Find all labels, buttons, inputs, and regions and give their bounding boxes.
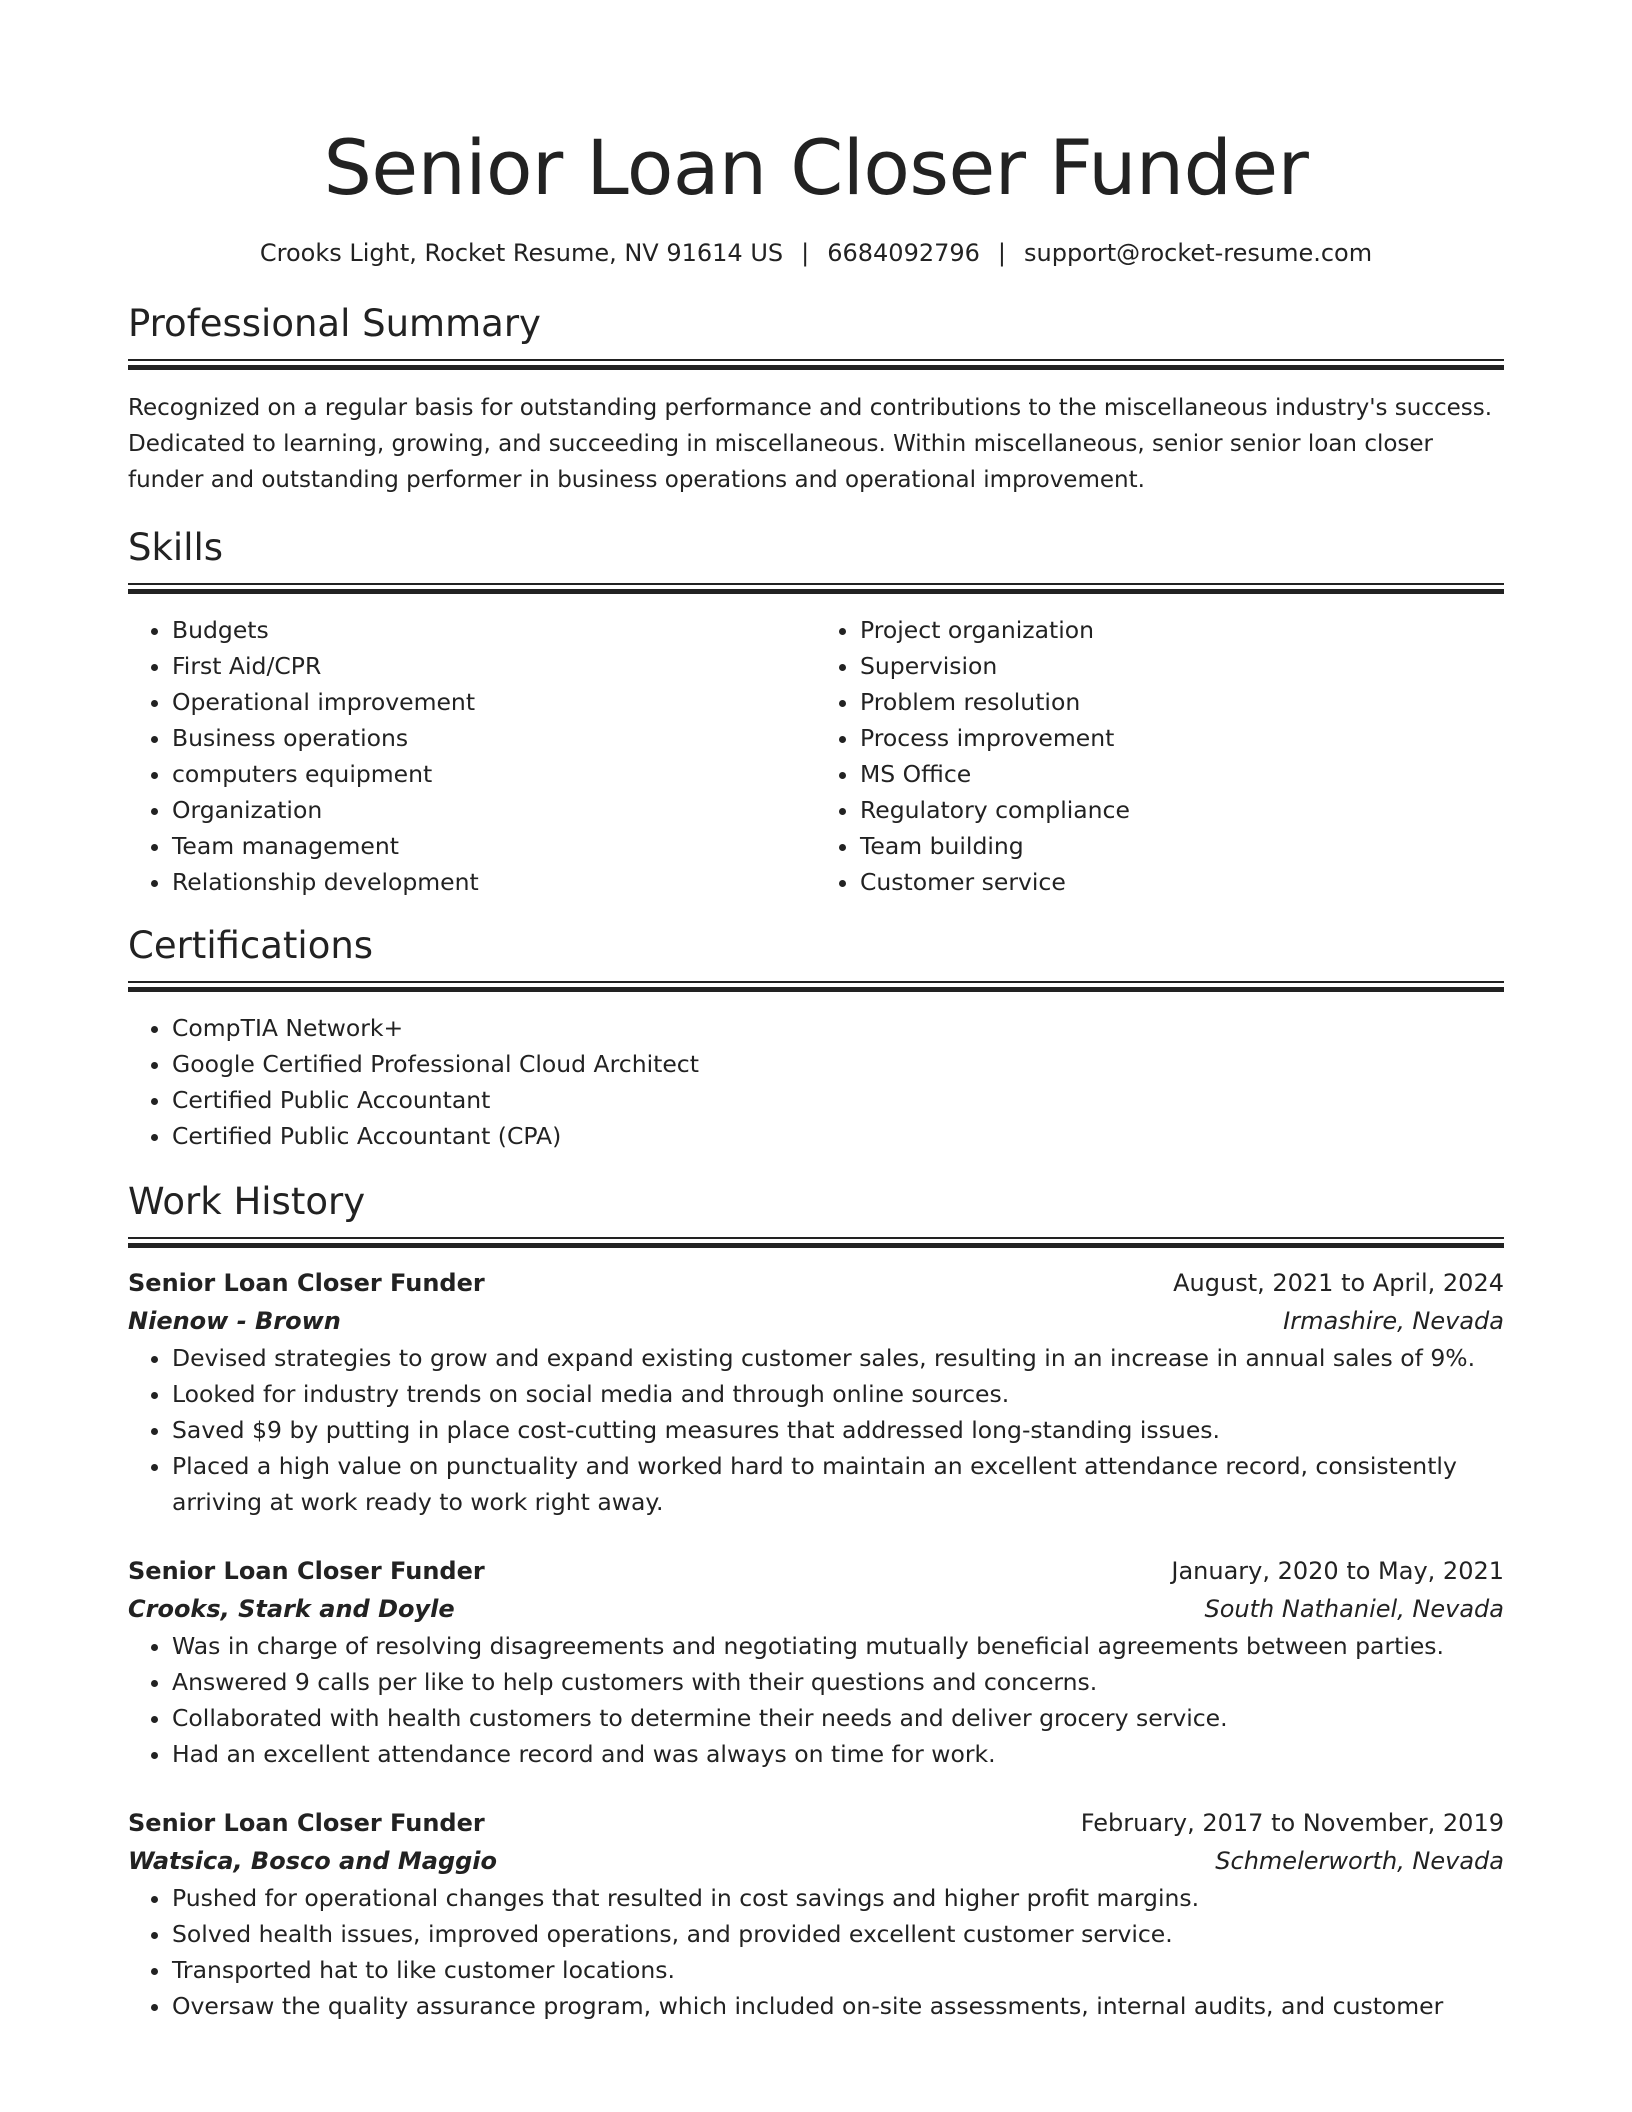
skill-item: • Organization bbox=[172, 792, 816, 828]
job-bullet: • Looked for industry trends on social media and through online sources. bbox=[172, 1376, 1504, 1412]
section-title-summary: Professional Summary bbox=[128, 302, 541, 345]
skill-item: • Team management bbox=[172, 828, 816, 864]
certification-item: • Certified Public Accountant (CPA) bbox=[172, 1118, 1504, 1154]
job-bullet: • Was in charge of resolving disagreements and negotiating mutually beneficial agreements between parties. bbox=[172, 1628, 1504, 1664]
section-divider bbox=[128, 583, 1504, 596]
job-entry bbox=[128, 1804, 1504, 2024]
skill-item: • MS Office bbox=[860, 756, 1504, 792]
job-subheader bbox=[128, 1842, 1504, 1880]
skill-item: • Relationship development bbox=[172, 864, 816, 900]
job-dates: August, 2021 to April, 2024 bbox=[1173, 1269, 1504, 1297]
skill-item: • Customer service bbox=[860, 864, 1504, 900]
skill-item: • First Aid/CPR bbox=[172, 648, 816, 684]
section-divider bbox=[128, 1237, 1504, 1250]
job-bullet: • Collaborated with health customers to determine their needs and deliver grocery service. bbox=[172, 1700, 1504, 1736]
skills-section bbox=[128, 524, 1504, 900]
job-dates: January, 2020 to May, 2021 bbox=[1171, 1557, 1504, 1585]
job-bullet: • Transported hat to like customer locations. bbox=[172, 1952, 1504, 1988]
section-title-skills: Skills bbox=[128, 526, 224, 569]
job-bullets bbox=[128, 1628, 1504, 1772]
skill-item: • Budgets bbox=[172, 612, 816, 648]
section-divider bbox=[128, 359, 1504, 372]
job-bullet: • Solved health issues, improved operations, and provided excellent customer service. bbox=[172, 1916, 1504, 1952]
certifications-section bbox=[128, 922, 1504, 1154]
job-entry bbox=[128, 1552, 1504, 1772]
job-bullets bbox=[128, 1880, 1504, 2024]
skills-list-left bbox=[128, 612, 816, 900]
contact-phone: 6684092796 bbox=[827, 239, 980, 267]
section-divider bbox=[128, 981, 1504, 994]
skills-list-right bbox=[816, 612, 1504, 900]
job-bullet: • Had an excellent attendance record and was always on time for work. bbox=[172, 1736, 1504, 1772]
contact-separator: | bbox=[997, 239, 1007, 267]
certification-item: • Google Certified Professional Cloud Architect bbox=[172, 1046, 1504, 1082]
summary-section bbox=[128, 300, 1504, 498]
job-company: Watsica, Bosco and Maggio bbox=[128, 1847, 498, 1875]
certification-item: • CompTIA Network+ bbox=[172, 1010, 1504, 1046]
skill-item: • Team building bbox=[860, 828, 1504, 864]
job-title: Senior Loan Closer Funder bbox=[128, 1557, 485, 1585]
job-bullet: • Saved $9 by putting in place cost-cutting measures that addressed long-standing issues. bbox=[172, 1412, 1504, 1448]
skill-item: • computers equipment bbox=[172, 756, 816, 792]
skill-item: • Supervision bbox=[860, 648, 1504, 684]
job-location: Schmelerworth, Nevada bbox=[1215, 1847, 1504, 1875]
job-header bbox=[128, 1804, 1504, 1842]
skill-item: • Problem resolution bbox=[860, 684, 1504, 720]
skill-item: • Regulatory compliance bbox=[860, 792, 1504, 828]
skills-grid bbox=[128, 612, 1504, 900]
contact-line bbox=[128, 236, 1504, 270]
skill-item: • Project organization bbox=[860, 612, 1504, 648]
section-title-certifications: Certifications bbox=[128, 924, 374, 967]
resume-page bbox=[128, 0, 1504, 2024]
contact-separator: | bbox=[801, 239, 810, 267]
job-location: Irmashire, Nevada bbox=[1283, 1307, 1504, 1335]
job-entry bbox=[128, 1264, 1504, 1520]
job-bullets bbox=[128, 1340, 1504, 1520]
job-company: Nienow - Brown bbox=[128, 1307, 341, 1335]
job-bullet: • Answered 9 calls per like to help customers with their questions and concerns. bbox=[172, 1664, 1504, 1700]
contact-email: support@rocket-resume.com bbox=[1024, 239, 1373, 267]
job-bullet: • Devised strategies to grow and expand existing customer sales, resulting in an increase in annual sales of 9%. bbox=[172, 1340, 1504, 1376]
work-history-section bbox=[128, 1178, 1504, 2024]
skill-item: • Business operations bbox=[172, 720, 816, 756]
job-title: Senior Loan Closer Funder bbox=[128, 1809, 485, 1837]
job-title: Senior Loan Closer Funder bbox=[128, 1269, 485, 1297]
skill-item: • Operational improvement bbox=[172, 684, 816, 720]
certifications-list bbox=[128, 1010, 1504, 1154]
job-company: Crooks, Stark and Doyle bbox=[128, 1595, 455, 1623]
job-bullet: • Placed a high value on punctuality and worked hard to maintain an excellent attendance record, consistently arriving at work ready to work right away. bbox=[172, 1448, 1504, 1520]
resume-name: Senior Loan Closer Funder bbox=[323, 123, 1309, 212]
job-subheader bbox=[128, 1302, 1504, 1340]
section-title-work-history: Work History bbox=[128, 1180, 366, 1223]
job-bullet: • Pushed for operational changes that resulted in cost savings and higher profit margins. bbox=[172, 1880, 1504, 1916]
job-location: South Nathaniel, Nevada bbox=[1204, 1595, 1504, 1623]
job-bullet: • Oversaw the quality assurance program, which included on-site assessments, internal audits, and customer bbox=[172, 1988, 1504, 2024]
summary-text: Recognized on a regular basis for outstanding performance and contributions to the miscellaneous industry's success. Dedicated to learning, growing, and succeeding in miscellaneous. Within miscellaneous, senior senior loan closer funder and outstanding performer in business operations and operational improvement. bbox=[128, 395, 1493, 493]
certification-item: • Certified Public Accountant bbox=[172, 1082, 1504, 1118]
contact-address: Crooks Light, Rocket Resume, NV 91614 US bbox=[259, 239, 784, 267]
job-header bbox=[128, 1264, 1504, 1302]
job-subheader bbox=[128, 1590, 1504, 1628]
skill-item: • Process improvement bbox=[860, 720, 1504, 756]
job-dates: February, 2017 to November, 2019 bbox=[1080, 1809, 1504, 1837]
job-header bbox=[128, 1552, 1504, 1590]
